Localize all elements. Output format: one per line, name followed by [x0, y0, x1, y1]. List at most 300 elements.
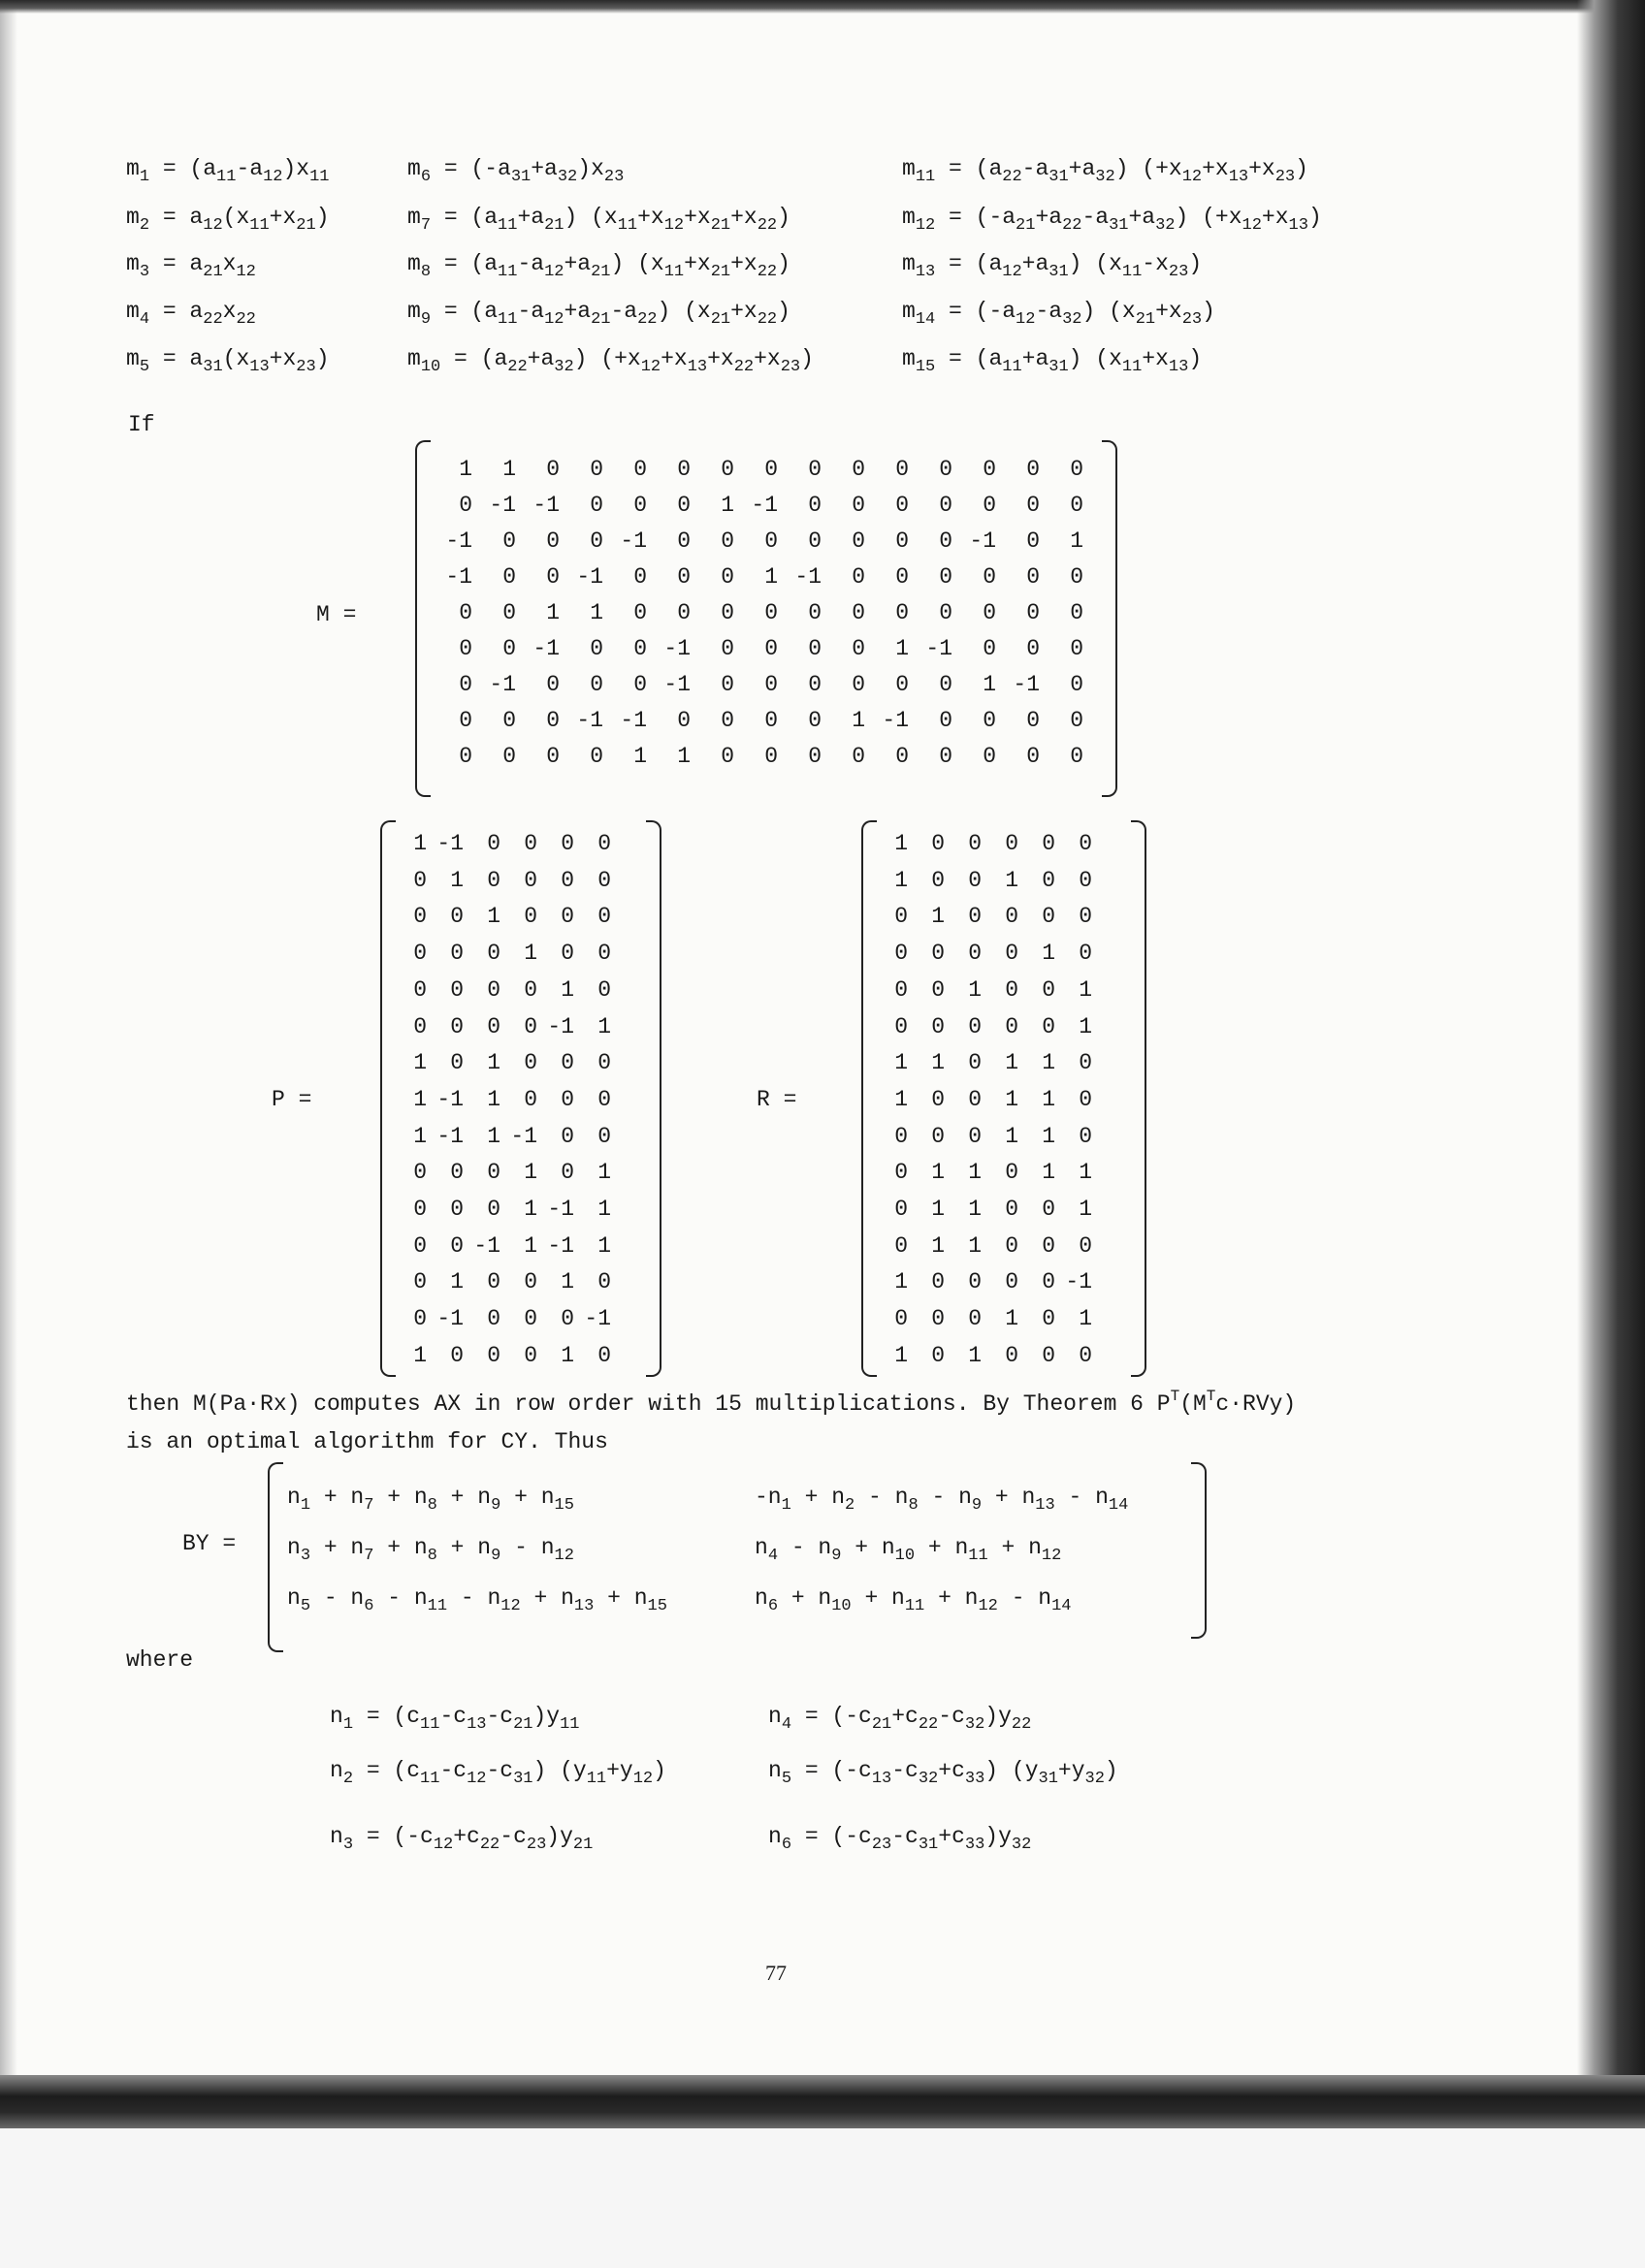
by-entry-subscript: 8 [427, 1496, 437, 1515]
equation-m13-subscript: 23 [1168, 263, 1189, 281]
matrix-p-cell: 1 [524, 1160, 537, 1186]
equation-m15-term: ) (x [1068, 346, 1122, 371]
equation-n1-term: )y [532, 1704, 561, 1729]
matrix-m-cell: 0 [502, 600, 516, 625]
matrix-r-cell: 0 [1079, 941, 1092, 967]
matrix-m-cell: 0 [939, 744, 952, 769]
matrix-m-cell: 0 [764, 672, 778, 697]
scanner-bed [0, 2128, 1645, 2268]
by-entry-term: - n [310, 1585, 365, 1611]
matrix-p-cell: 0 [524, 1050, 537, 1076]
matrix-r-cell: 0 [894, 976, 908, 1003]
equation-lhs-subscript: 8 [420, 263, 432, 281]
equation-n3-term: = (-c [366, 1824, 434, 1849]
equation-m12-term: = (-a [949, 205, 1016, 230]
equation-n4-term: = (-c [804, 1704, 872, 1729]
transpose-sup-1: T [1170, 1388, 1180, 1405]
by-entry-term: + n [436, 1485, 492, 1510]
page-right-binding-shadow [1577, 0, 1645, 2133]
matrix-m-cell: -1 [925, 636, 952, 661]
matrix-p-cell: 0 [524, 904, 537, 930]
matrix-r-cell: 1 [968, 1232, 982, 1259]
by-entry-subscript: 11 [904, 1597, 925, 1615]
matrix-p-cell: -1 [436, 1086, 464, 1112]
matrix-r-cell: 1 [1005, 1086, 1018, 1112]
matrix-m-cell: 0 [852, 636, 865, 661]
matrix-m-left-bracket [415, 440, 431, 797]
equation-n5-term: ) [1104, 1758, 1118, 1783]
equation-m7-term: +a [517, 205, 545, 230]
equation-m6-term: = (-a [443, 156, 511, 181]
matrix-p-cell: 0 [524, 1306, 537, 1332]
matrix-p-cell: 0 [524, 831, 537, 856]
matrix-p-cell: 0 [413, 1160, 427, 1186]
equation-m8-term: ) [777, 251, 790, 276]
equation-m7-term: ) [777, 205, 790, 230]
matrix-r-cell: 1 [931, 1160, 945, 1186]
matrix-m-cell: 1 [677, 744, 691, 769]
by-left-bracket [268, 1462, 283, 1652]
equation-lhs-subscript: 4 [781, 1715, 792, 1734]
equation-m8-term: ) (x [610, 251, 664, 276]
equation-m14-term: -a [1035, 299, 1063, 324]
matrix-m-cell: 0 [1026, 493, 1040, 518]
matrix-r-cell: 0 [1042, 867, 1055, 893]
equation-n6-subscript: 23 [871, 1836, 892, 1854]
matrix-m-cell: 0 [677, 457, 691, 482]
equation-m12-subscript: 31 [1109, 216, 1129, 235]
matrix-r-cell: 0 [894, 1013, 908, 1039]
matrix-r-cell: 0 [1079, 1123, 1092, 1149]
by-entry-subscript: 11 [968, 1547, 988, 1565]
by-entry-subscript: 14 [1108, 1496, 1129, 1515]
equation-m11-term: ) [1295, 156, 1308, 181]
equation-m15-subscript: 31 [1048, 358, 1069, 376]
matrix-m-cell: 0 [1026, 564, 1040, 590]
matrix-p-cell: 0 [413, 1269, 427, 1295]
matrix-p-cell: 1 [524, 941, 537, 967]
by-entry-subscript: 9 [831, 1547, 842, 1565]
matrix-r-cell: 1 [1042, 941, 1055, 967]
paragraph-line-1-text-c: c·RVy) [1215, 1391, 1297, 1417]
equation-lhs-subscript: 11 [915, 168, 936, 186]
equation-m9 [407, 298, 790, 329]
matrix-r-cell: 0 [931, 1269, 945, 1295]
equation-n5 [768, 1757, 1118, 1788]
matrix-p-cell: 0 [597, 1123, 611, 1149]
by-entry-subscript: 3 [300, 1547, 311, 1565]
equation-n6-subscript: 33 [964, 1836, 985, 1854]
matrix-m-cell: 0 [808, 457, 822, 482]
matrix-r-cell: 0 [968, 1306, 982, 1332]
matrix-m-cell: 0 [895, 493, 909, 518]
matrix-p-cell: 0 [413, 867, 427, 893]
matrix-m-cell: -1 [532, 636, 560, 661]
matrix-m-cell: 1 [1070, 528, 1083, 554]
matrix-m-cell: 1 [721, 493, 734, 518]
equation-n2-term: ) [653, 1758, 666, 1783]
by-entry-term: + n [924, 1585, 979, 1611]
equation-m3-term: x [222, 251, 237, 276]
equation-m10-term: +a [527, 346, 555, 371]
matrix-m-cell: 0 [1070, 708, 1083, 733]
equation-m12-subscript: 13 [1288, 216, 1308, 235]
equation-m2-subscript: 21 [296, 216, 316, 235]
equation-lhs: m [902, 251, 916, 276]
matrix-m-cell: 0 [852, 457, 865, 482]
matrix-m-cell: -1 [576, 564, 603, 590]
matrix-m-cell: 0 [808, 636, 822, 661]
matrix-m-cell: -1 [620, 528, 647, 554]
matrix-m-cell: 0 [721, 600, 734, 625]
equation-n2-term: -c [486, 1758, 514, 1783]
matrix-m-cell: 0 [895, 457, 909, 482]
matrix-m-cell: 0 [852, 528, 865, 554]
equation-lhs: n [768, 1704, 782, 1729]
by-label: BY = [182, 1531, 237, 1556]
by-entry-subscript: 13 [1035, 1496, 1055, 1515]
matrix-m-cell: 0 [721, 708, 734, 733]
matrix-m-cell: 0 [1070, 493, 1083, 518]
matrix-m-cell: 0 [895, 672, 909, 697]
matrix-r-cell: 0 [1079, 904, 1092, 930]
by-entry-subscript: 15 [554, 1496, 574, 1515]
matrix-m-cell: 0 [502, 636, 516, 661]
equation-m1-term: )x [282, 156, 310, 181]
equation-m9-term: ) (x [657, 299, 711, 324]
by-entry-subscript: 8 [427, 1547, 437, 1565]
matrix-r-cell: 1 [968, 976, 982, 1003]
equation-lhs: m [407, 299, 421, 324]
matrix-p-label: P = [272, 1087, 312, 1112]
matrix-p-cell: 0 [450, 1050, 464, 1076]
equation-lhs: m [126, 156, 140, 181]
equation-n6-term: -c [891, 1824, 919, 1849]
matrix-m-cell: 1 [895, 636, 909, 661]
matrix-p-cell: 1 [413, 1086, 427, 1112]
matrix-r-cell: 0 [968, 904, 982, 930]
matrix-r-cell: 1 [931, 904, 945, 930]
equation-m14-term: ) [1202, 299, 1215, 324]
matrix-m-cell: 0 [939, 457, 952, 482]
matrix-m-cell: 0 [895, 564, 909, 590]
matrix-p-cell: -1 [547, 1013, 574, 1039]
by-entry-subscript: 12 [554, 1547, 574, 1565]
paragraph-line-1 [126, 1390, 1296, 1418]
matrix-m-cell: 0 [546, 528, 560, 554]
matrix-m-cell: 0 [721, 744, 734, 769]
matrix-m-cell: 0 [764, 528, 778, 554]
matrix-r-cell: 0 [894, 1197, 908, 1222]
matrix-m-cell: 0 [983, 708, 996, 733]
equation-n1-term: -c [439, 1704, 468, 1729]
matrix-r-cell: 0 [1005, 1013, 1018, 1039]
matrix-m-cell: 0 [677, 493, 691, 518]
matrix-m-cell: 0 [459, 600, 472, 625]
equation-n1-subscript: 13 [467, 1715, 487, 1734]
by-entry-term: + n [436, 1535, 492, 1560]
equation-m14 [902, 298, 1215, 329]
transpose-sup-2: T [1206, 1388, 1216, 1405]
matrix-p-cell: 0 [561, 1050, 574, 1076]
matrix-m-cell: 0 [939, 672, 952, 697]
matrix-r-cell: 0 [894, 1232, 908, 1259]
equation-n4-term: -c [938, 1704, 965, 1729]
equation-n6-term: )y [984, 1824, 1012, 1849]
matrix-m-cell: 1 [590, 600, 603, 625]
equation-m14-term: = (-a [949, 299, 1016, 324]
matrix-m-cell: -1 [794, 564, 822, 590]
page-top-shadow [0, 0, 1645, 14]
equation-m10-term: +x [661, 346, 688, 371]
equation-m3 [126, 250, 256, 281]
by-entry-r2c1 [287, 1534, 574, 1565]
equation-lhs-subscript: 6 [420, 168, 432, 186]
equation-m10 [407, 345, 814, 376]
matrix-r-cell: 1 [968, 1160, 982, 1186]
equation-lhs-subscript: 5 [781, 1770, 792, 1788]
matrix-p-cell: 1 [597, 1160, 611, 1186]
equation-lhs-subscript: 7 [420, 216, 432, 235]
by-right-bracket [1191, 1462, 1207, 1639]
matrix-p-cell: 0 [413, 904, 427, 930]
by-entry-term: - n [1054, 1485, 1109, 1510]
matrix-p-cell: 0 [561, 941, 574, 967]
matrix-m-cell: -1 [620, 708, 647, 733]
matrix-p-cell: 1 [487, 1050, 500, 1076]
equation-n5-subscript: 32 [1084, 1770, 1105, 1788]
equation-m15-term: = (a [949, 346, 1003, 371]
equation-lhs: n [330, 1824, 343, 1849]
equation-m5-subscript: 31 [203, 358, 223, 376]
equation-m10-term: +x [754, 346, 781, 371]
equation-lhs-subscript: 12 [915, 216, 936, 235]
matrix-r-cell: 0 [894, 941, 908, 967]
matrix-m-cell: 0 [633, 457, 647, 482]
matrix-m-cell: 0 [633, 672, 647, 697]
by-entry-term: - n [500, 1535, 555, 1560]
matrix-p-cell: 0 [413, 1306, 427, 1332]
matrix-r-cell: 0 [1042, 1269, 1055, 1295]
equation-n4-term: )y [984, 1704, 1012, 1729]
matrix-r-cell: 1 [1079, 976, 1092, 1003]
by-entry-subscript: 12 [500, 1597, 521, 1615]
page-number: 77 [765, 1961, 787, 1985]
matrix-r-cell: 0 [1005, 904, 1018, 930]
matrix-m-cell: 0 [983, 564, 996, 590]
matrix-m-cell: 0 [590, 493, 603, 518]
matrix-m-cell: -1 [489, 493, 516, 518]
matrix-p-left-bracket [380, 820, 396, 1377]
matrix-r-cell: 0 [931, 941, 945, 967]
matrix-m-cell: 0 [895, 528, 909, 554]
paragraph-line-1-text-b: (M [1179, 1391, 1207, 1417]
matrix-p-cell: 1 [413, 1342, 427, 1368]
matrix-m-cell: 0 [852, 564, 865, 590]
equation-m11-subscript: 23 [1274, 168, 1296, 186]
matrix-m-cell: 0 [721, 564, 734, 590]
matrix-p-cell: -1 [584, 1306, 611, 1332]
matrix-p-cell: 1 [413, 1123, 427, 1149]
matrix-r-cell: 0 [1042, 904, 1055, 930]
equation-lhs-subscript: 10 [420, 358, 441, 376]
equation-m8-subscript: 22 [757, 263, 778, 281]
matrix-p-cell: 1 [487, 904, 500, 930]
by-entry-term: n [287, 1485, 301, 1510]
equation-lhs: n [330, 1758, 343, 1783]
equation-n1-term: -c [486, 1704, 514, 1729]
by-entry-term: + n [500, 1485, 555, 1510]
equation-n6-term: +c [938, 1824, 965, 1849]
equation-m11-term: = (a [949, 156, 1003, 181]
equation-lhs-subscript: 15 [915, 358, 936, 376]
matrix-r-cell: 0 [1005, 1342, 1018, 1368]
equation-n6-subscript: 31 [918, 1836, 939, 1854]
matrix-p-right-bracket [646, 820, 661, 1377]
equation-m2 [126, 204, 330, 235]
equation-n2-subscript: 11 [586, 1770, 607, 1788]
matrix-m-cell: -1 [489, 672, 516, 697]
equation-m13 [902, 250, 1203, 281]
matrix-r-cell: 0 [1005, 1232, 1018, 1259]
matrix-p-cell: 1 [597, 1197, 611, 1222]
matrix-r-cell: 0 [931, 976, 945, 1003]
equation-m4-subscript: 22 [236, 310, 256, 329]
equation-m3-term: = a [162, 251, 204, 276]
equation-m2-subscript: 11 [249, 216, 270, 235]
matrix-p-cell: 0 [597, 1050, 611, 1076]
matrix-m-cell: 1 [502, 457, 516, 482]
matrix-p-cell: -1 [473, 1232, 500, 1259]
by-entry-subscript: 7 [364, 1496, 374, 1515]
equation-m8 [407, 250, 790, 281]
equation-m1-term: = (a [162, 156, 217, 181]
matrix-r-cell: 1 [1079, 1013, 1092, 1039]
matrix-r-cell: 0 [1079, 1342, 1092, 1368]
equation-m4 [126, 298, 256, 329]
equation-m10-subscript: 23 [780, 358, 801, 376]
matrix-m-cell: 0 [764, 744, 778, 769]
by-entry-term: + n [851, 1585, 905, 1611]
equation-m8-subscript: 21 [710, 263, 731, 281]
equation-m11-subscript: 31 [1048, 168, 1069, 186]
by-entry-subscript: 9 [491, 1547, 501, 1565]
matrix-m-cell: 0 [1070, 457, 1083, 482]
matrix-r-cell: 1 [1042, 1050, 1055, 1076]
matrix-m-cell: 0 [721, 672, 734, 697]
matrix-m-cell: 0 [502, 564, 516, 590]
matrix-m-cell: 0 [852, 493, 865, 518]
matrix-r-cell: 0 [931, 867, 945, 893]
matrix-r-cell: 0 [1079, 867, 1092, 893]
matrix-m-cell: -1 [751, 493, 778, 518]
equation-m2-term: = a [162, 205, 204, 230]
equation-n1 [330, 1703, 580, 1734]
matrix-m-cell: 0 [1070, 672, 1083, 697]
by-entry-subscript: 4 [767, 1547, 779, 1565]
matrix-m-cell: 0 [1026, 600, 1040, 625]
equation-lhs: m [407, 156, 421, 181]
equation-m9-subscript: 21 [591, 310, 611, 329]
matrix-m-cell: 0 [546, 672, 560, 697]
equation-n4-subscript: 32 [964, 1715, 985, 1734]
matrix-p-cell: 0 [450, 1197, 464, 1222]
equation-m15-subscript: 13 [1168, 358, 1189, 376]
matrix-p-cell: 0 [524, 1013, 537, 1039]
equation-n2 [330, 1757, 666, 1788]
equation-lhs: m [407, 346, 421, 371]
matrix-r-cell: 0 [1005, 1269, 1018, 1295]
matrix-m-cell: 0 [459, 708, 472, 733]
matrix-p-cell: 1 [450, 867, 464, 893]
equation-m12-subscript: 32 [1155, 216, 1176, 235]
matrix-r-cell: 1 [968, 1197, 982, 1222]
equation-m11-subscript: 13 [1228, 168, 1249, 186]
matrix-m-cell: 0 [764, 457, 778, 482]
equation-m11-term: -a [1021, 156, 1049, 181]
matrix-r-cell: 1 [1042, 1086, 1055, 1112]
by-entry-term: + n [373, 1485, 428, 1510]
matrix-p-cell: 0 [561, 1160, 574, 1186]
matrix-r-cell: 0 [1042, 1342, 1055, 1368]
matrix-r-cell: 1 [1005, 1306, 1018, 1332]
equation-m11 [902, 155, 1308, 186]
matrix-m-cell: 0 [808, 493, 822, 518]
matrix-m-cell: 1 [459, 457, 472, 482]
equation-m11-term: +a [1068, 156, 1096, 181]
equation-n5-subscript: 13 [871, 1770, 892, 1788]
equation-m12-term: -a [1081, 205, 1110, 230]
equation-m7 [407, 204, 790, 235]
matrix-r-cell: 1 [1042, 1123, 1055, 1149]
matrix-r-cell: 0 [1042, 1013, 1055, 1039]
matrix-m-cell: 0 [721, 636, 734, 661]
by-entry-term: -n [755, 1485, 782, 1510]
matrix-m-cell: 0 [677, 564, 691, 590]
equation-m13-subscript: 31 [1048, 263, 1069, 281]
by-entry-term: + n [982, 1485, 1036, 1510]
matrix-m-cell: 0 [852, 744, 865, 769]
equation-m13-term: +a [1021, 251, 1049, 276]
by-entry-term: - n [918, 1485, 972, 1510]
matrix-m-cell: 0 [502, 528, 516, 554]
matrix-m-cell: 0 [590, 672, 603, 697]
matrix-p-cell: 0 [524, 976, 537, 1003]
equation-m14-term: +x [1155, 299, 1182, 324]
by-entry-subscript: 11 [427, 1597, 448, 1615]
equation-m9-subscript: 21 [710, 310, 731, 329]
by-entry-subscript: 7 [364, 1547, 374, 1565]
equation-m7-term: = (a [443, 205, 499, 230]
equation-n5-subscript: 33 [964, 1770, 985, 1788]
matrix-m-cell: 0 [808, 528, 822, 554]
equation-lhs: m [126, 299, 140, 324]
paragraph-line-1-text-a: then M(Pa·Rx) computes AX in row order with 15 multiplications. By Theorem 6 P [126, 1391, 1171, 1417]
by-entry-term: + n [778, 1585, 832, 1611]
equation-m6-subscript: 31 [510, 168, 532, 186]
equation-m9-subscript: 11 [498, 310, 518, 329]
matrix-m-cell: 0 [808, 708, 822, 733]
equation-m10-term: = (a [454, 346, 508, 371]
equation-m5-subscript: 23 [296, 358, 316, 376]
equation-m8-subscript: 21 [591, 263, 611, 281]
matrix-r-cell: 0 [931, 1013, 945, 1039]
equation-m15-subscript: 11 [1002, 358, 1022, 376]
equation-lhs: m [902, 299, 916, 324]
equation-m13-term: -x [1142, 251, 1169, 276]
matrix-m-cell: 0 [590, 744, 603, 769]
equation-m10-term: ) (+x [573, 346, 641, 371]
